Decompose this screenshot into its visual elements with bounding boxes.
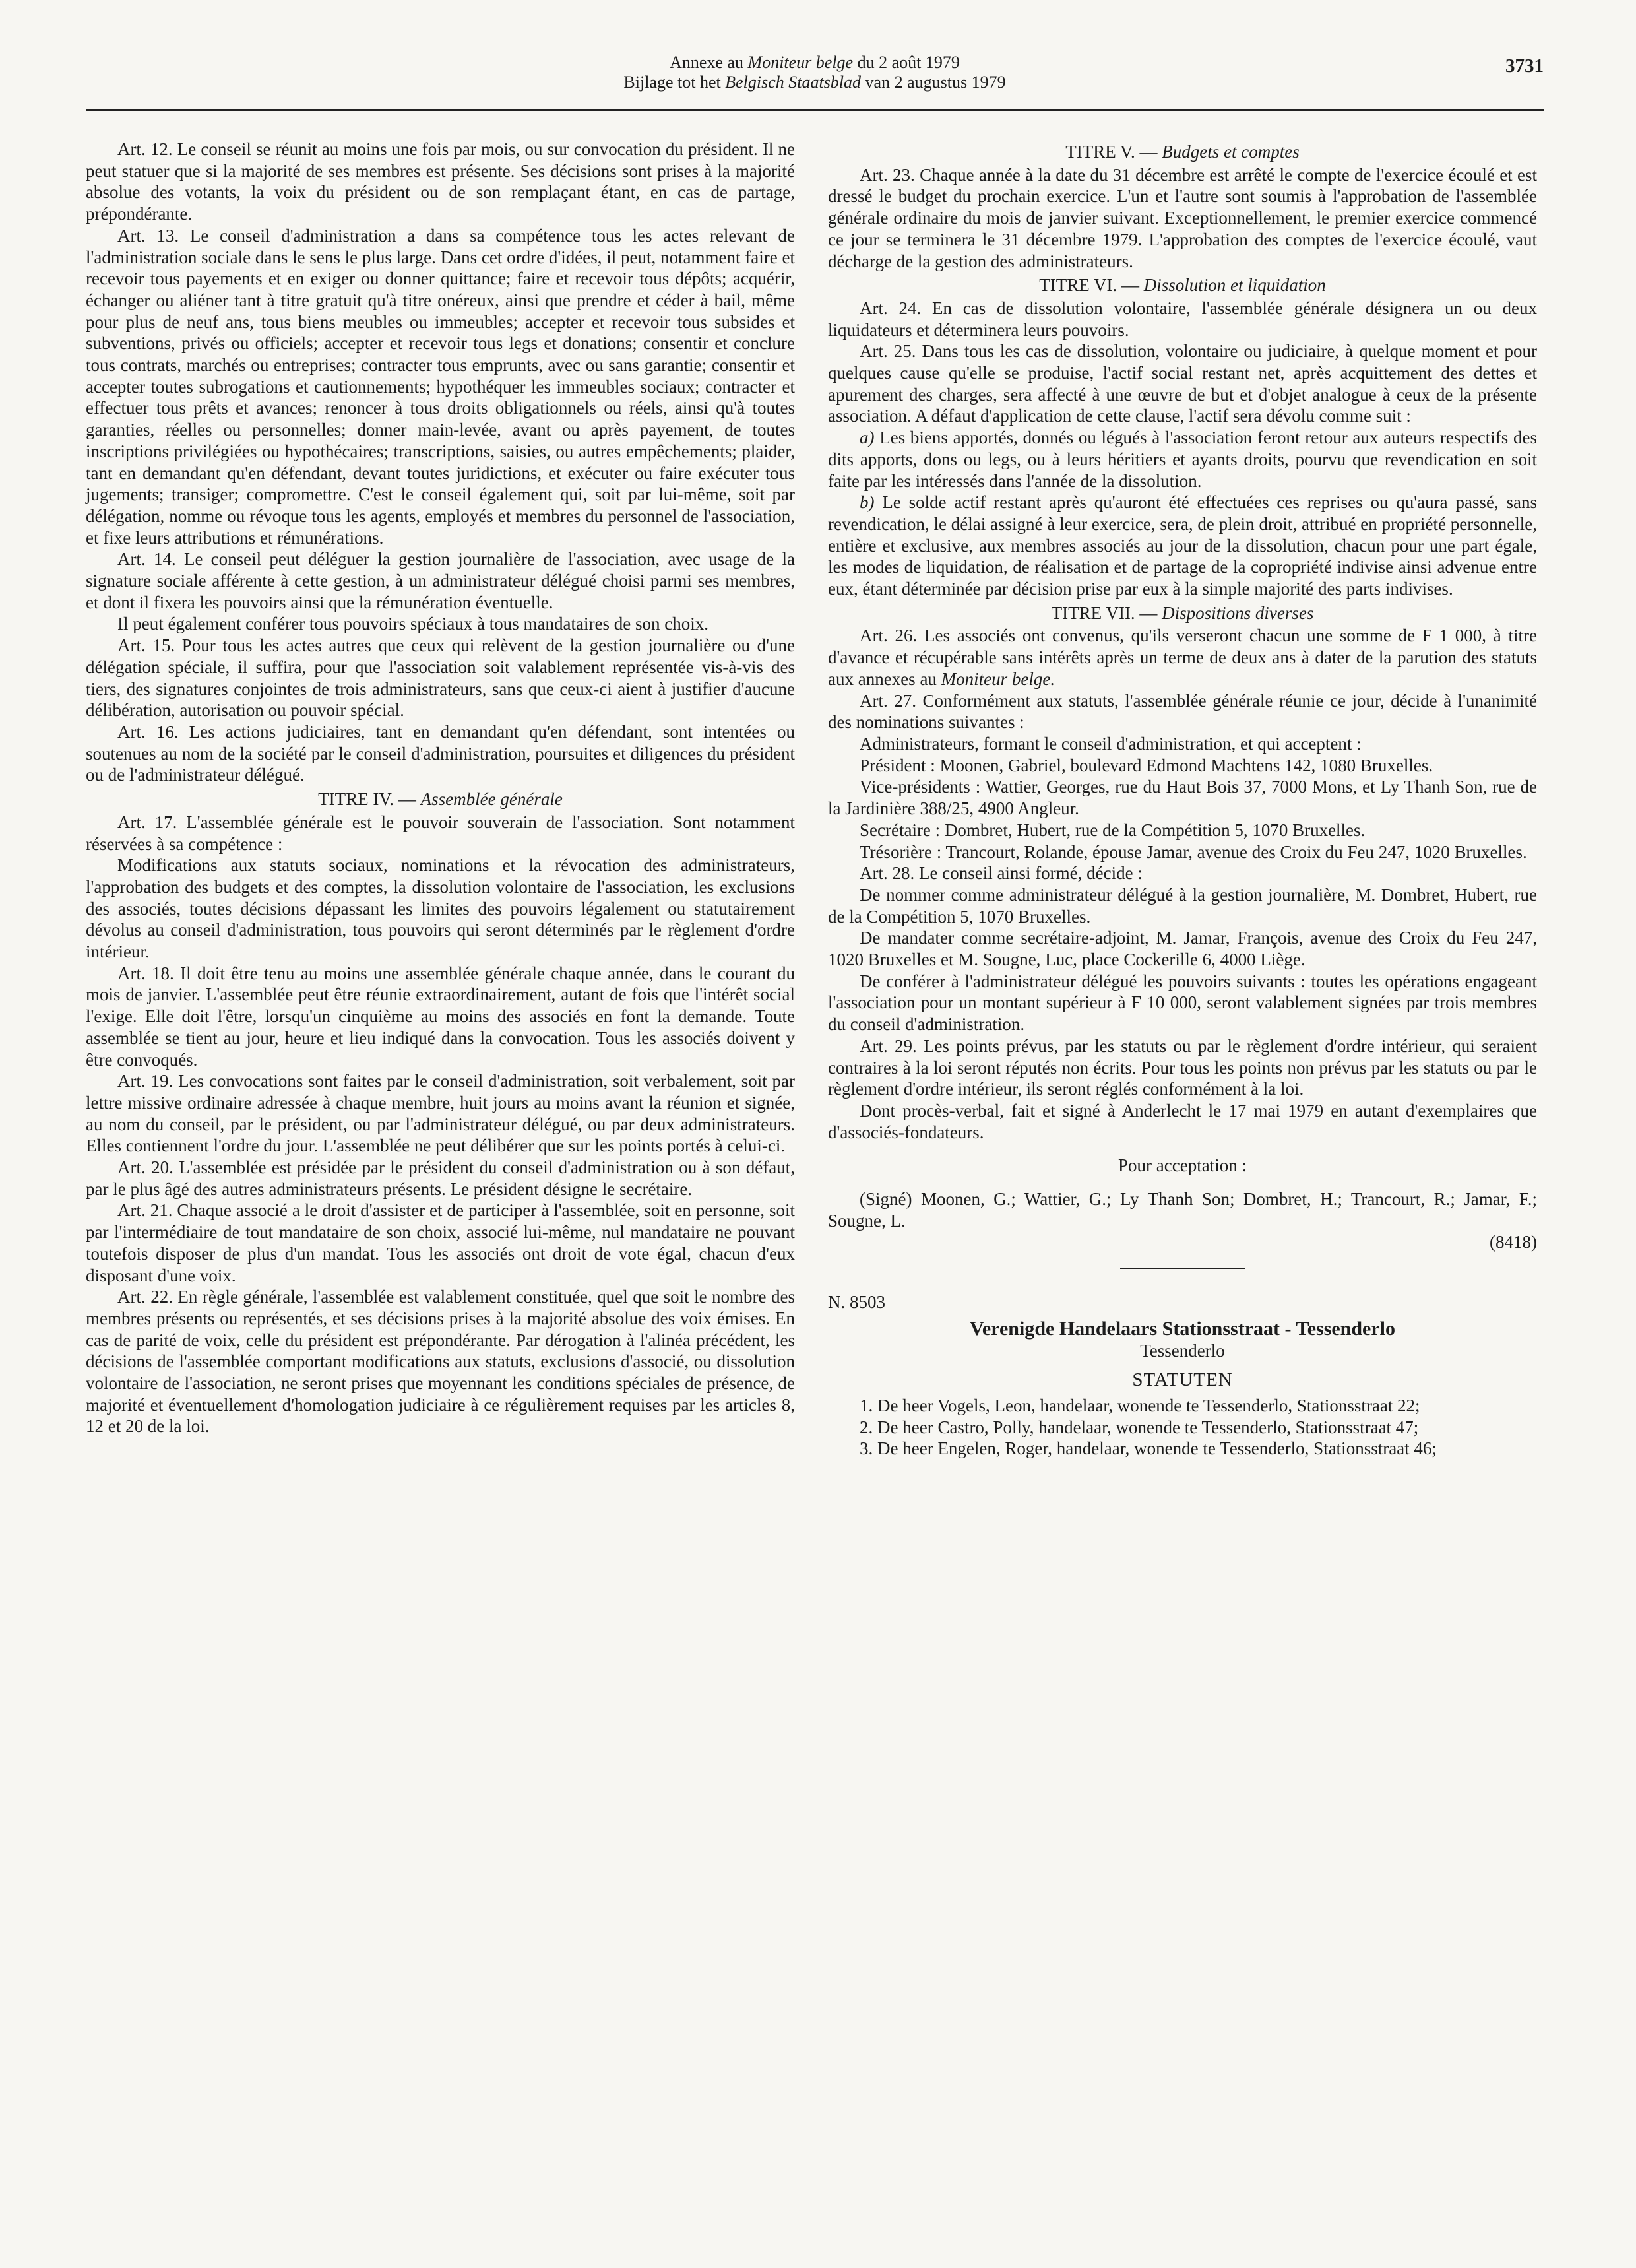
article-28-powers: De conférer à l'administrateur délégué les pouvoirs suivants : toutes les opérations engageant l'association pour un montant supérieur à F 10 000, seront valablement signées par trois membres du conseil d'administration.: [828, 971, 1537, 1035]
header-date-fr: du 2 août 1979: [853, 53, 960, 72]
article-26-text: Art. 26. Les associés ont convenus, qu'ils verseront chacun une somme de F 1 000, à titre d'avance et récupérable sans intérêts après un terme de deux ans à dater de la parution des statuts aux annexes au: [828, 626, 1537, 689]
titre-v-name: Budgets et comptes: [1162, 142, 1300, 162]
article-28-deputy-secretary: De mandater comme secrétaire-adjoint, M. Jamar, François, avenue des Croix du Feu 247, 1020 Bruxelles et M. Sougne, Luc, place Cockerille 6, 4000 Liège.: [828, 928, 1537, 970]
association-place: Tessenderlo: [1140, 1340, 1225, 1361]
article-27-administrators: Administrateurs, formant le conseil d'administration, et qui acceptent :: [860, 733, 1362, 754]
header-divider: [86, 109, 1544, 111]
journal-name-fr: Moniteur belge: [747, 53, 854, 72]
header-prefix-nl: Bijlage tot het: [623, 73, 726, 92]
article-27: Art. 27. Conformément aux statuts, l'assemblée générale réunie ce jour, décide à l'unanimité des nominations suivantes :: [828, 690, 1537, 732]
article-14-paragraph-2: Il peut également conférer tous pouvoirs spéciaux à tous mandataires de son choix.: [117, 614, 708, 634]
section-title-titre-iv: [86, 789, 795, 810]
article-17-list: Modifications aux statuts sociaux, nominations et la révocation des administrateurs, l'approbation des budgets et des comptes, la dissolution volontaire de l'association, les exclusions des associés, toutes décisions dépassant les limites des pouvoirs légalement ou statutairement dévolus au conseil d'administration, tous pouvoirs qui seront déterminés par le règlement d'ordre intérieur.: [86, 855, 795, 962]
section-title-titre-v: [828, 141, 1537, 163]
article-26-journal: Moniteur belge.: [941, 668, 1055, 689]
header-line-nl: [86, 73, 1544, 92]
article-19: Art. 19. Les convocations sont faites par le conseil d'administration, soit verbalement, soit par lettre missive ordinaire adressée à chaque membre, huit jours au moins avant la réunion et signée, au nom du conseil, par le président, ou par l'administrateur délégué, ou par deux administrateurs. Elles contiennent l'ordre du jour. L'assemblée ne peut délibérer que sur les points portés à celui-ci.: [86, 1071, 795, 1156]
member-2: 2. De heer Castro, Polly, handelaar, wonende te Tessenderlo, Stationsstraat 47;: [860, 1417, 1419, 1437]
titre-v-number: TITRE V. —: [1065, 142, 1162, 162]
article-23: Art. 23. Chaque année à la date du 31 décembre est arrêté le compte de l'exercice écoulé et est dressé le budget du prochain exercice. L'un et l'autre sont soumis à l'approbation de l'assemblée générale ordinaire du mois de janvier suivant. Exceptionnellement, le premier exercice commencé ce jour se terminera le 31 décembre 1979. L'approbation des comptes de l'exercice écoulé, vaut décharge de la gestion des administrateurs.: [828, 164, 1537, 271]
page-number: 3731: [1505, 55, 1544, 77]
article-15: Art. 15. Pour tous les actes autres que ceux qui relèvent de la gestion journalière ou d'une délégation spéciale, il suffira, pour que l'association soit valablement représentée vis-à-vis des tiers, des signatures conjointes de trois administrateurs, sans que ceux-ci aient à justifier d'aucune délibération, autorisation ou pouvoir spécial.: [86, 635, 795, 721]
article-25-a-text: Les biens apportés, donnés ou légués à l'association feront retour aux auteurs respectifs des dits apports, dons ou legs, ou à leurs héritiers et ayants droits, pourvu que revendication en soit faite par les intéressés dans l'année de la dissolution.: [828, 428, 1537, 491]
titre-iv-number: TITRE IV. —: [318, 789, 421, 810]
article-25: Art. 25. Dans tous les cas de dissolution, volontaire ou judiciaire, à quelque moment et pour quelques cause qu'elle se produise, l'actif social restant net, après acquittement des dettes et apurement des charges, sera affecté à une œuvre de but et d'objet analogue à ceux de la présente association. A défaut d'application de cette clause, l'actif sera dévolu comme suit :: [828, 341, 1537, 426]
titre-vii-number: TITRE VII. —: [1051, 602, 1162, 623]
signatures: (Signé) Moonen, G.; Wattier, G.; Ly Thanh Son; Dombret, H.; Trancourt, R.; Jamar, F.; Sougne, L.: [828, 1189, 1537, 1231]
right-column: [828, 139, 1537, 1460]
article-24: Art. 24. En cas de dissolution volontaire, l'assemblée générale désignera un ou deux liquidateurs et déterminera leurs pouvoirs.: [828, 298, 1537, 340]
article-16: Art. 16. Les actions judiciaires, tant en demandant qu'en défendant, sont intentées ou soutenues au nom de la société par le conseil d'administration, poursuites et diligences du président ou de l'administrateur délégué.: [86, 721, 795, 785]
item-label-b: b): [860, 492, 875, 513]
article-18: Art. 18. Il doit être tenu au moins une assemblée générale chaque année, dans le courant du mois de janvier. L'assemblée peut être réunie extraordinairement, autant de fois que l'intérêt social l'exige. Elle doit l'être, lorsqu'un cinquième au moins des associés en font la demande. Toute assemblée se tient au jour, heure et lieu indiqué dans la convocation. Tous les associés doivent y être convoqués.: [86, 963, 795, 1070]
titre-vi-name: Dissolution et liquidation: [1143, 275, 1326, 296]
section-title-titre-vi: [828, 275, 1537, 296]
header-prefix-fr: Annexe au: [670, 53, 748, 72]
spacer: [828, 1143, 1537, 1155]
article-25-a: [828, 427, 1537, 492]
article-12: Art. 12. Le conseil se réunit au moins une fois par mois, ou sur convocation du président. Il ne peut statuer que si la majorité de ses membres est présente. Ses décisions sont prises à la majorité absolue des votants, la voix du président ou de son remplaçant étant, en cas de partage, prépondérante.: [86, 139, 795, 224]
titre-iv-name: Assemblée générale: [420, 789, 563, 810]
article-22: Art. 22. En règle générale, l'assemblée est valablement constituée, quel que soit le nombre des membres présents ou représentés, et ses décisions prises à la majorité absolue des voix émises. En cas de parité de voix, celle du président est prépondérante. Par dérogation à l'alinéa précédent, les décisions de l'assemblée comportant modifications aux statuts, exclusions d'associé, ou dissolution volontaire de l'association, ne seront prises que moyennant les conditions spéciales de présence, de majorité et éventuellement d'homologation judiciaire à ce régulièrement requises par les articles 8, 12 et 20 de la loi.: [86, 1287, 795, 1437]
header-line-fr: [86, 53, 1544, 73]
member-1: 1. De heer Vogels, Leon, handelaar, wonende te Tessenderlo, Stationsstraat 22;: [860, 1395, 1420, 1415]
section-title-titre-vii: [828, 602, 1537, 624]
statutes-heading: STATUTEN: [1132, 1369, 1233, 1391]
notice-number: N. 8503: [828, 1292, 885, 1312]
acceptance-heading: Pour acceptation :: [1118, 1155, 1247, 1176]
spacer: [828, 1177, 1537, 1188]
section-separator: [1120, 1268, 1245, 1269]
article-14: Art. 14. Le conseil peut déléguer la gestion journalière de l'association, avec usage de la signature sociale afférente à cette gestion, à un administrateur délégué choisi parmi ses membres, et dont il fixera les pouvoirs ainsi que la rémunération éventuelle.: [86, 549, 795, 612]
article-25-b: [828, 492, 1537, 600]
article-13: Art. 13. Le conseil d'administration a dans sa compétence tous les actes relevant de l'administration sociale dans le sens le plus large. Dans cet ordre d'idées, il peut, notamment faire et recevoir tous payements et en exiger ou donner quittance; faire et recevoir tous dépôts; acquérir, échanger ou aliéner tant à titre gratuit qu'à titre onéreux, ainsi que prendre et céder à bail, même pour plus de neuf ans, tous biens meubles ou immeubles; accepter et recevoir tous subsides et subventions, privés ou officiels; accepter et recevoir tous legs et donations; consentir et conclure tous contrats, marchés ou entreprises; contracter tous emprunts, avec ou sans garantie; consentir et accepter toutes subrogations et cautionnements; hypothéquer les immeubles sociaux; contracter et effectuer tous prêts et avances; renoncer à tous droits obligationnels ou réels, ainsi qu'à toutes garanties, réelles ou personnelles; donner main-levée, avant ou après payement, de toutes inscriptions privilégiées ou hypothécaires; transcriptions, saisies, ou autres empêchements; plaider, tant en demandant qu'en défendant, devant toutes juridictions, et exécuter ou faire exécuter tous jugements; transiger; compromettre. C'est le conseil également qui, soit par lui-même, soit par délégation, nomme ou révoque tous les agents, employés et membres du personnel de l'association, et fixe leurs attributions et rémunérations.: [86, 225, 795, 548]
titre-vi-number: TITRE VI. —: [1039, 275, 1144, 296]
article-28-delegate: De nommer comme administrateur délégué à la gestion journalière, M. Dombret, Hubert, rue de la Compétition 5, 1070 Bruxelles.: [828, 884, 1537, 926]
appointment-president: Président : Moonen, Gabriel, boulevard Edmond Machtens 142, 1080 Bruxelles.: [860, 755, 1433, 775]
article-26: [828, 625, 1537, 690]
article-20: Art. 20. L'assemblée est présidée par le président du conseil d'administration ou à son défaut, par le plus âgé des autres administrateurs présents. Le président désigne le secrétaire.: [86, 1157, 795, 1199]
appointment-vice-presidents: Vice-présidents : Wattier, Georges, rue du Haut Bois 37, 7000 Mons, et Ly Thanh Son, rue de la Jardinière 388/25, 4900 Angleur.: [828, 777, 1537, 819]
article-21: Art. 21. Chaque associé a le droit d'assister et de participer à l'assemblée, soit en personne, soit par l'intermédiaire de tout mandataire de son choix, associé lui-même, nul mandataire ne pouvant toutefois disposer de plus d'un mandat. Tous les associés ont droit de vote égal, chacun d'eux disposant d'une voix.: [86, 1200, 795, 1285]
reference-number: (8418): [1490, 1232, 1537, 1252]
titre-vii-name: Dispositions diverses: [1162, 602, 1314, 623]
article-28: Art. 28. Le conseil ainsi formé, décide :: [860, 863, 1143, 884]
article-17: Art. 17. L'assemblée générale est le pouvoir souverain de l'association. Sont notamment réservées à sa compétence :: [86, 812, 795, 854]
journal-name-nl: Belgisch Staatsblad: [725, 73, 862, 92]
member-3: 3. De heer Engelen, Roger, handelaar, wonende te Tessenderlo, Stationsstraat 46;: [860, 1439, 1437, 1459]
left-column: [86, 139, 795, 1437]
association-name: Verenigde Handelaars Stationsstraat - Tessenderlo: [969, 1317, 1396, 1340]
item-label-a: a): [860, 428, 875, 448]
header-date-nl: van 2 augustus 1979: [861, 73, 1006, 92]
appointment-treasurer: Trésorière : Trancourt, Rolande, épouse Jamar, avenue des Croix du Feu 247, 1020 Bruxelles.: [860, 841, 1527, 862]
page-header: [86, 53, 1544, 109]
appointment-secretary: Secrétaire : Dombret, Hubert, rue de la Compétition 5, 1070 Bruxelles.: [860, 820, 1366, 840]
minutes-statement: Dont procès-verbal, fait et signé à Anderlecht le 17 mai 1979 en autant d'exemplaires que d'associés-fondateurs.: [828, 1100, 1537, 1142]
article-25-b-text: Le solde actif restant après qu'auront été effectuées ces reprises ou qu'aura passé, sans revendication, le délai assigné à leur exercice, sera, de plein droit, attribué en propriété personnelle, entière et exclusive, aux membres associés au jour de la dissolution, chacun pour une part égale, les modes de liquidation, de réalisation et de partage de la copropriété indivise ainsi advenue entre eux, étant déterminée par décision prise par eux à la simple majorité des parts indivises.: [828, 492, 1537, 599]
article-29: Art. 29. Les points prévus, par les statuts ou par le règlement d'ordre intérieur, qui seraient contraires à la loi seront réputés non écrits. Pour tous les points non prévus par les statuts ou par le règlement d'ordre intérieur, ils seront réglés conformément à la loi.: [828, 1035, 1537, 1099]
